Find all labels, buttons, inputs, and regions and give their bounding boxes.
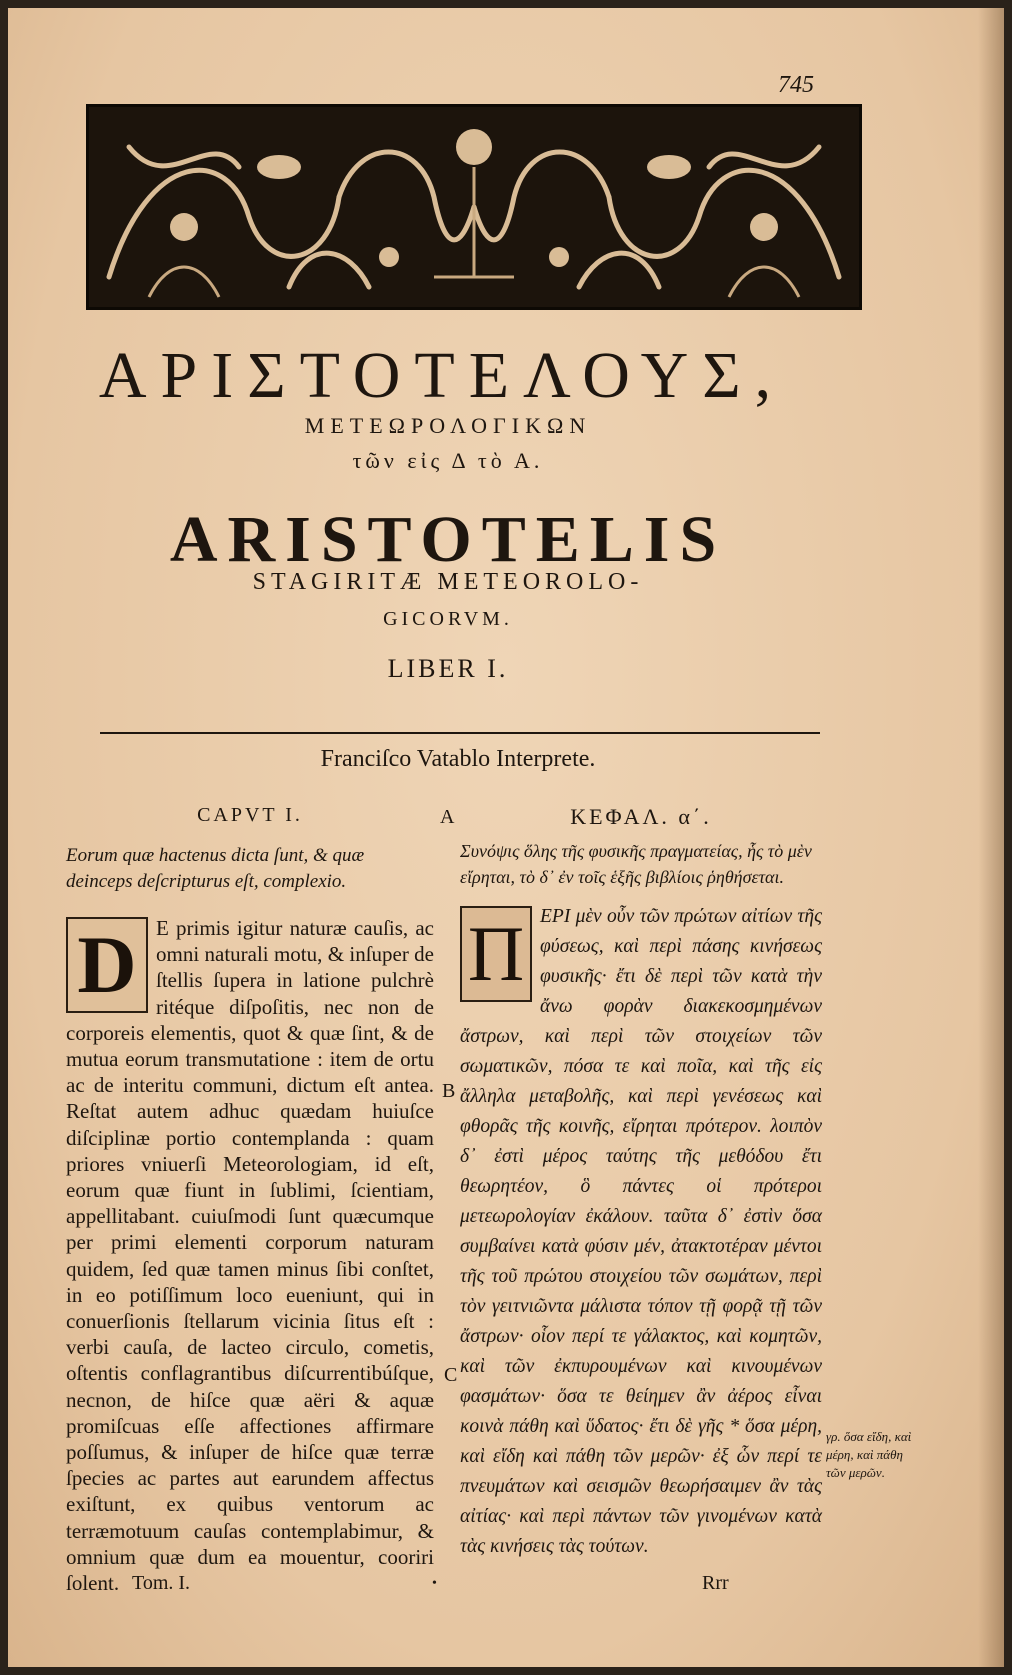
greek-subtitle-line-2: τῶν εἰς Δ τὸ Α. (352, 448, 544, 473)
greek-subtitle: ΜΕΤΕΩΡΟΛΟΓΙΚΩΝ (304, 413, 592, 438)
footer-dot: • (432, 1576, 437, 1591)
greek-body-text: ΕΡΙ μὲν οὖν τῶν πρώτων αἰτίων τῆς φύσεως, καὶ περὶ πάσης κινήσεως φυσικῆς· ἔτι δὲ περὶ τῶν κατὰ τὴν ἄνω φορὰν διακεκοσμημένων ἄστρων, καὶ περὶ τῶν στοιχείων τῶν σωματικῶν, πόσα τε καὶ ποῖα, καὶ τῆς εἰς ἄλληλα μεταβολῆς, καὶ περὶ γενέσεως καὶ φθορᾶς τῆς κοινῆς, εἴρηται πρότερον. λοιπὸν δ᾽ ἐστὶ μέρος ταύτης τῆς μεθόδου ἔτι θεωρητέον, ὃ πάντες οἱ πρότεροι μετεωρολογίαν ἐκάλουν. ταῦτα δ᾽ ἐστὶν ὅσα συμβαίνει κατὰ φύσιν μέν, ἀτακτοτέραν μέντοι τῆς τοῦ πρώτου στοιχείου τῶν σωμάτων, περὶ τὸν γειτνιῶντα μάλιστα τόπον τῇ φορᾷ τῇ τῶν ἄστρων· οἷον περί τε γάλακτος, καὶ κομητῶν, καὶ τῶν ἐκπυρουμένων καὶ κινουμένων φασμάτων· ὅσα τε θείημεν ἂν ἀέρος εἶναι κοινὰ πάθη καὶ ὕδατος· ἔτι δὲ γῆς * ὅσα μέρη, καὶ εἴδη καὶ πάθη τῶν μερῶν· ἐξ ὧν περί τε πνευμάτων καὶ σεισμῶν θεωρήσαιμεν ἂν τὰς αἰτίας· καὶ περὶ πάντων τῶν γινομένων κατὰ τὰς κινήσεις τὰς τούτων. (460, 906, 822, 1557)
latin-column (66, 804, 434, 1596)
latin-chapter-summary: Eorum quæ hactenus dicta ſunt, & quæ deinceps deſcripturus eſt, complexio. (66, 845, 365, 892)
section-marker-b: B (442, 1080, 456, 1102)
section-marker-c: C (444, 1364, 458, 1386)
book-page (8, 8, 1004, 1667)
latin-title: ARISTOTELIS (169, 503, 727, 576)
translator-line: Franciſco Vatablo Interprete. (320, 746, 596, 772)
latin-dropcap-letter: D (77, 919, 137, 1010)
greek-title: ΑΡΙΣΤΟΤΕΛΟΥΣ, (98, 339, 786, 412)
section-marker-a: A (440, 806, 455, 828)
greek-dropcap-initial (460, 906, 532, 1002)
book-number: LIBER I. (387, 654, 509, 683)
latin-dropcap-initial (66, 917, 148, 1013)
divider-rule (100, 732, 820, 734)
greek-chapter-summary: Συνόψις ὅλης τῆς φυσικῆς πραγματείας, ἧς τὸ μὲν εἴρηται, τὸ δ᾽ ἐν τοῖς ἑξῆς βιβλίοις ῥηθήσεται. (460, 841, 812, 887)
headpiece-ornament (86, 104, 862, 310)
margin-note: γρ. ὅσα εἴδη, καὶ μέρη, καὶ πάθη τῶν μερῶν. (826, 1429, 912, 1480)
latin-subtitle-line-2: GICORVM. (383, 608, 513, 630)
greek-chapter-heading: ΚΕΦΑΛ. α΄. (570, 804, 712, 829)
greek-dropcap-letter: Π (467, 910, 525, 997)
greek-column (460, 804, 822, 1562)
footer-signature: Rrr (702, 1572, 729, 1594)
page-edge-shadow (978, 8, 1004, 1667)
page-number: 745 (778, 72, 814, 98)
headpiece-ornament-drawing (89, 107, 859, 307)
footer-volume: Tom. I. (132, 1572, 191, 1594)
latin-chapter-heading: CAPVT I. (197, 804, 303, 826)
latin-subtitle: STAGIRITÆ METEOROLO- (252, 569, 644, 595)
latin-body-text: E primis igitur naturæ cauſis, ac omni naturali motu, & inſuper de ſtellis ſupera in latione pulchrè ritéque diſpoſitis, nec non de corporeis elementis, quot & quæ ſint, & de mutua eorum transmutatione : item de ortu ac de interitu communi, dictum eſt antea. Reſtat autem adhuc quædam huiuſce diſciplinæ portio contemplanda : quam priores vniuerſi Meteorologiam, id eſt, eorum quæ fiunt in ſublimi, ſcientiam, appellitabant. cuiuſmodi ſunt quæcumque per primi elementi corporum naturam quidem, ſed quæ tamen minus ſibi conſtet, in eo potiſſimum loco eueniunt, qui in conuerſionis ſtellarum vicinia ſitus eſt : verbi cauſa, de lacteo circulo, cometis, oſtentis conflagrantibus diſcurrentibúſque, necnon, de hiſce quæ aëri & aquæ promiſcuas eſſe affectiones affirmare poſſumus, & inſuper de hiſce quæ terræ ſpecies ac partes aut earundem affectus exiſtunt, ex quibus ventorum ac terræmotuum cauſas contemplabimur, & omnium quæ dum ea mouentur, cooriri ſolent. (66, 916, 434, 1596)
